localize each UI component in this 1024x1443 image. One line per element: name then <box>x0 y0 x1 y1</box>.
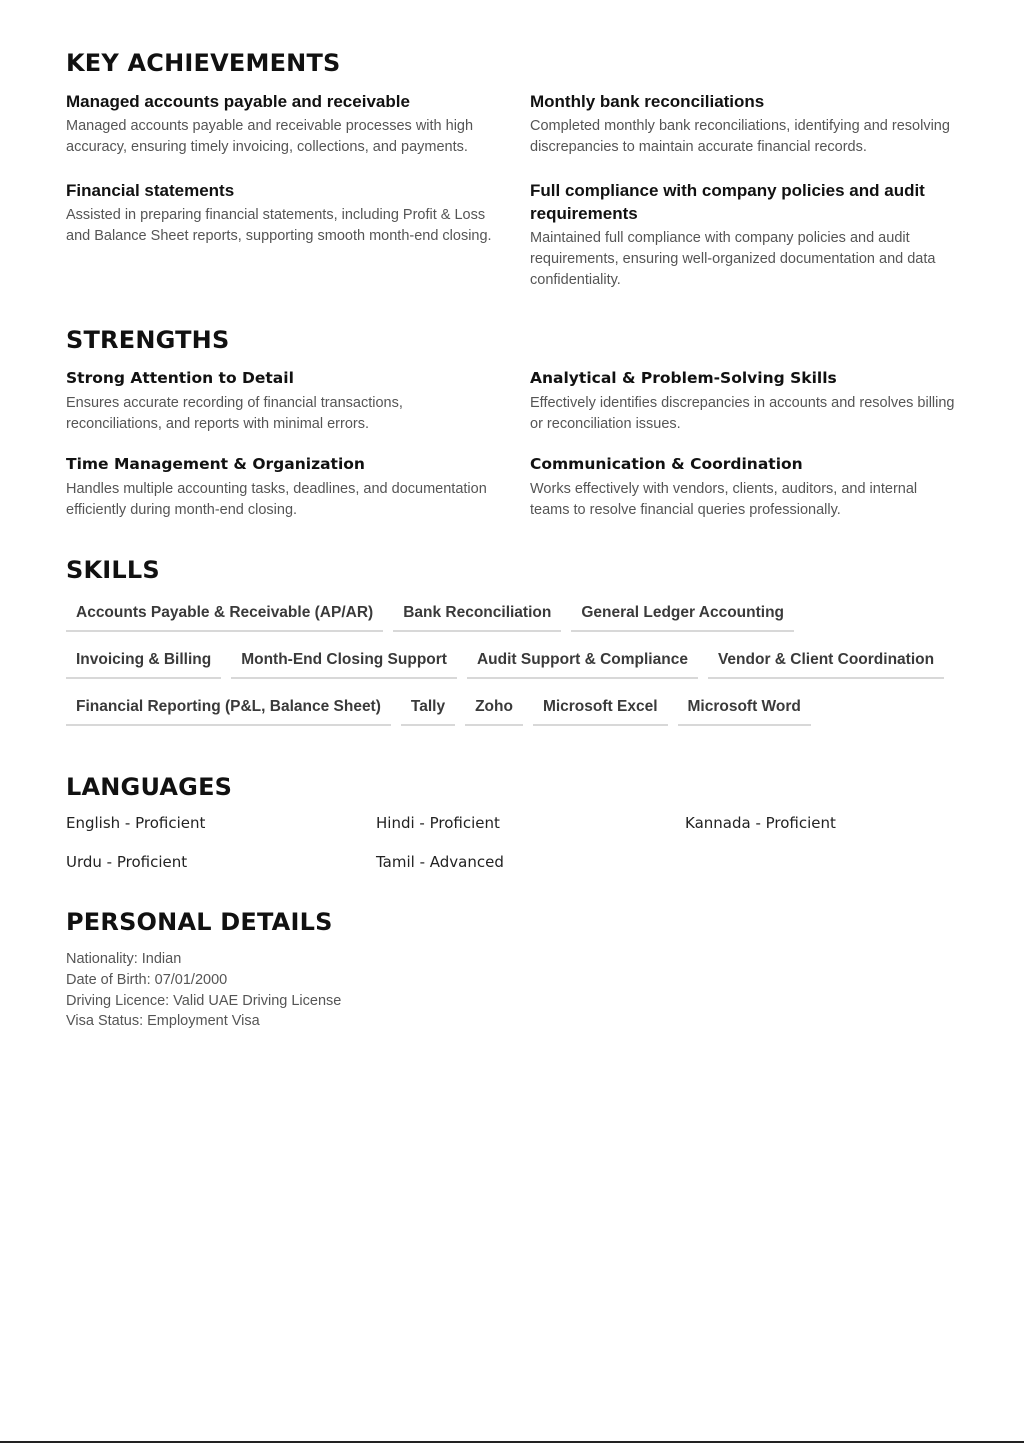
skills-list <box>66 598 966 739</box>
skill-tag: Zoho <box>465 692 523 726</box>
skill-tag: Financial Reporting (P&L, Balance Sheet) <box>66 692 391 726</box>
skill-tag: Month-End Closing Support <box>231 645 457 679</box>
achievement-title: Full compliance with company policies and audit requirements <box>530 181 925 223</box>
language-item: Hindi - Proficient <box>376 814 500 832</box>
skill-tag: Microsoft Excel <box>533 692 668 726</box>
skill-tag: Bank Reconciliation <box>393 598 561 632</box>
strength-title: Strong Attention to Detail <box>66 369 294 387</box>
achievement-item <box>530 90 956 158</box>
personal-details-heading: PERSONAL DETAILS <box>66 908 333 936</box>
strengths-heading: STRENGTHS <box>66 326 230 354</box>
skill-tag: Tally <box>401 692 455 726</box>
skill-row <box>66 598 966 632</box>
achievement-item <box>530 179 956 291</box>
skill-tag: Accounts Payable & Receivable (AP/AR) <box>66 598 383 632</box>
language-item: Kannada - Proficient <box>685 814 836 832</box>
personal-detail-line: Nationality: Indian <box>66 951 182 967</box>
languages-heading: LANGUAGES <box>66 773 233 801</box>
skill-tag: General Ledger Accounting <box>571 598 794 632</box>
achievement-title: Monthly bank reconciliations <box>530 92 765 111</box>
skill-tag: Audit Support & Compliance <box>467 645 698 679</box>
strength-item <box>530 453 956 521</box>
strength-item <box>66 367 492 435</box>
strength-item <box>66 453 492 521</box>
skill-row <box>66 692 966 726</box>
achievement-desc: Managed accounts payable and receivable processes with high accuracy, ensuring timely invoicing, collections, and payments. <box>66 118 474 155</box>
achievement-item <box>66 179 492 247</box>
strength-title: Analytical & Problem-Solving Skills <box>530 369 837 387</box>
achievement-item <box>66 90 492 158</box>
strength-title: Communication & Coordination <box>530 455 803 473</box>
personal-detail-line: Date of Birth: 07/01/2000 <box>66 971 228 988</box>
personal-details <box>66 949 341 1032</box>
skill-row <box>66 645 966 679</box>
achievement-desc: Assisted in preparing financial statements, including Profit & Loss and Balance Sheet reports, supporting smooth month-end closing. <box>66 207 492 244</box>
achievement-desc: Completed monthly bank reconciliations, identifying and resolving discrepancies to maintain accurate financial records. <box>530 118 950 155</box>
achievement-desc: Maintained full compliance with company policies and audit requirements, ensuring well-organized documentation and data confidentiality. <box>530 230 936 288</box>
personal-detail-line: Visa Status: Employment Visa <box>66 1013 260 1030</box>
skill-tag: Vendor & Client Coordination <box>708 645 944 679</box>
skill-tag: Invoicing & Billing <box>66 645 221 679</box>
skill-tag: Microsoft Word <box>678 692 811 726</box>
language-item: Tamil - Advanced <box>376 853 504 871</box>
skills-heading: SKILLS <box>66 556 160 584</box>
achievement-title: Managed accounts payable and receivable <box>66 92 410 111</box>
strength-item <box>530 367 956 435</box>
personal-detail-line: Driving Licence: Valid UAE Driving License <box>66 992 342 1009</box>
strength-desc: Handles multiple accounting tasks, deadlines, and documentation efficiently during month-end closing. <box>66 481 487 518</box>
strength-desc: Works effectively with vendors, clients, auditors, and internal teams to resolve financial queries professionally. <box>530 481 918 518</box>
language-item: English - Proficient <box>66 814 206 832</box>
strength-desc: Effectively identifies discrepancies in accounts and resolves billing or reconciliation issues. <box>530 395 955 432</box>
achievements-heading: KEY ACHIEVEMENTS <box>66 49 341 77</box>
achievement-title: Financial statements <box>66 181 235 200</box>
strength-desc: Ensures accurate recording of financial transactions, reconciliations, and reports with minimal errors. <box>66 395 403 432</box>
strength-title: Time Management & Organization <box>66 455 365 473</box>
language-item: Urdu - Proficient <box>66 853 188 871</box>
